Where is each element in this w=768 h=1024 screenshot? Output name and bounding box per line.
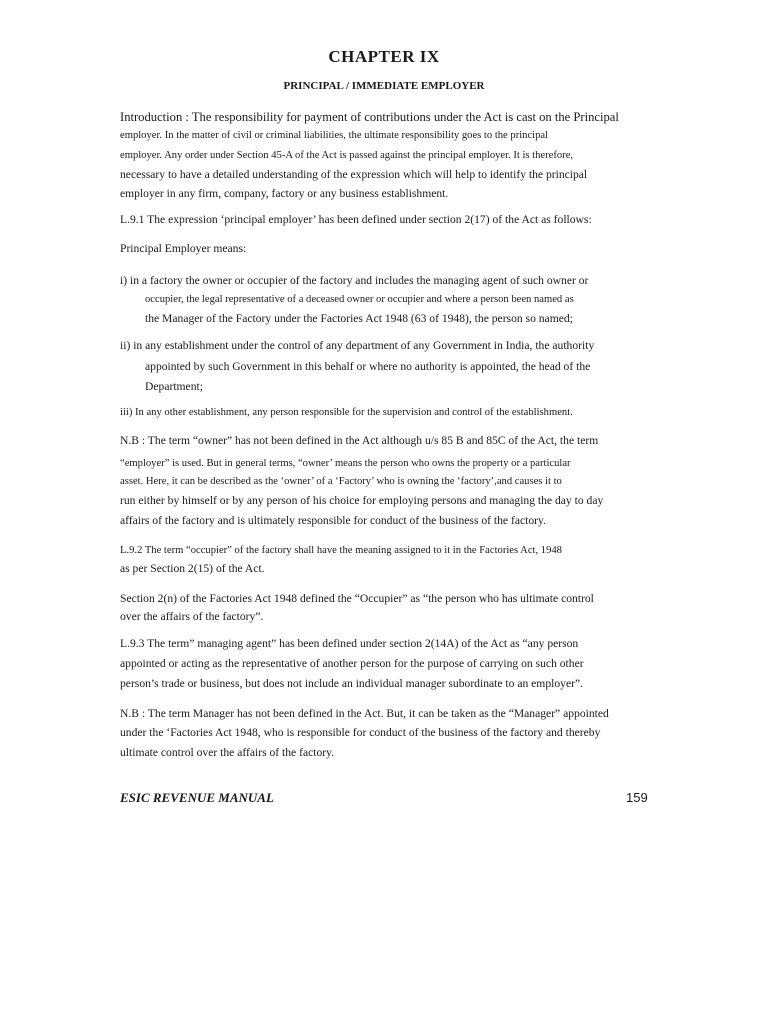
footer-page-number: 159 [626,790,648,805]
chapter-subtitle: PRINCIPAL / IMMEDIATE EMPLOYER [283,80,485,92]
item-i-line: occupier, the legal representative of a deceased owner or occupier and where a person been named as [145,294,574,305]
section-l93-line: person’s trade or business, but does not include an individual manager subordinate to an employer”. [120,677,583,690]
intro-line: employer in any firm, company, factory or any business establishment. [120,187,449,200]
footer-manual-title: ESIC REVENUE MANUAL [120,790,274,805]
intro-line: Introduction : The responsibility for payment of contributions under the Act is cast on the Principal [120,110,619,124]
principal-employer-heading: Principal Employer means: [120,242,247,255]
item-i-line: i) in a factory the owner or occupier of the factory and includes the managing agent of such owner or [120,274,589,287]
item-i-line: the Manager of the Factory under the Factories Act 1948 (63 of 1948), the person so named; [145,312,573,325]
item-ii-line: appointed by such Government in this behalf or where no authority is appointed, the head of the [145,360,591,373]
section-l92-line: as per Section 2(15) of the Act. [120,562,265,575]
section-l91: L.9.1 The expression ‘principal employer’ has been defined under section 2(17) of the Act as follows: [120,213,592,226]
section-2n-line: over the affairs of the factory”. [120,610,264,623]
chapter-title: CHAPTER IX [328,47,440,66]
nb-manager-line: N.B : The term Manager has not been defined in the Act. But, it can be taken as the “Manager” appointed [120,707,609,720]
nb-owner-line: affairs of the factory and is ultimately responsible for conduct of the business of the factory. [120,514,546,527]
section-2n-line: Section 2(n) of the Factories Act 1948 defined the “Occupier” as “the person who has ultimate control [120,592,594,605]
item-ii-line: Department; [145,380,203,393]
section-l93-line: appointed or acting as the representative of another person for the purpose of carrying on such other [120,657,584,670]
item-ii-line: ii) in any establishment under the control of any department of any Government in India, the authority [120,339,595,352]
nb-owner-line: asset. Here, it can be described as the ‘owner’ of a ‘Factory’ who is owning the ‘factory’,and causes it to [120,476,562,487]
nb-owner-line: “employer” is used. But in general terms, “owner’ means the person who owns the property or a particular [120,458,571,469]
nb-owner-line: run either by himself or by any person of his choice for employing persons and managing the day to day [120,494,604,507]
intro-line: necessary to have a detailed understanding of the expression which will help to identify the principal [120,168,588,181]
item-iii-line: iii) In any other establishment, any person responsible for the supervision and control of the establishment. [120,407,573,418]
section-l93-line: L.9.3 The term” managing agent” has been defined under section 2(14A) of the Act as “any person [120,637,579,650]
nb-owner-line: N.B : The term “owner” has not been defined in the Act although u/s 85 B and 85C of the Act, the term [120,434,599,447]
section-l92-line: L.9.2 The term “occupier” of the factory shall have the meaning assigned to it in the Factories Act, 1948 [120,545,562,556]
nb-manager-line: ultimate control over the affairs of the factory. [120,746,335,759]
intro-line: employer. Any order under Section 45-A of the Act is passed against the principal employer. It is therefore, [120,150,574,161]
nb-manager-line: under the ‘Factories Act 1948, who is responsible for conduct of the business of the factory and thereby [120,726,601,739]
intro-line: employer. In the matter of civil or criminal liabilities, the ultimate responsibility goes to the principal [120,130,549,141]
